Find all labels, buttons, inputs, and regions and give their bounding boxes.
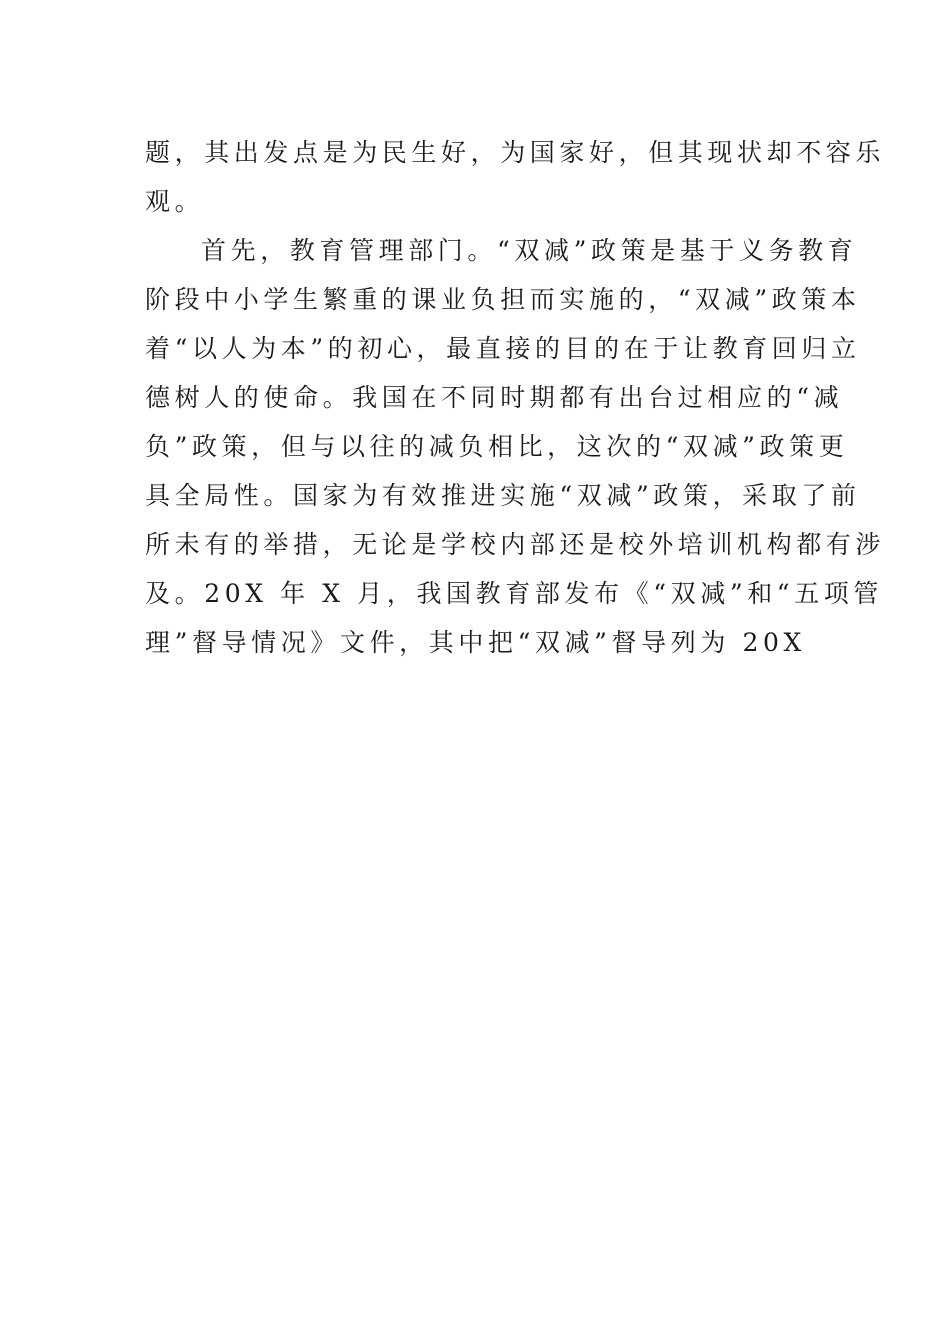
paragraph-2 xyxy=(145,226,886,667)
text-line: 德树人的使命。我国在不同时期都有出台过相应的“减 xyxy=(145,383,844,412)
text-line: 着“以人为本”的初心，最直接的目的在于让教育回归立 xyxy=(145,334,861,363)
text-line: 阶段中小学生繁重的课业负担而实施的，“双减”政策本 xyxy=(145,285,861,314)
text-line: 题，其出发点是为民生好，为国家好，但其现状却不容乐 xyxy=(145,138,886,167)
document-body xyxy=(145,128,886,667)
text-line: 负”政策，但与以往的减负相比，这次的“双减”政策更 xyxy=(145,432,849,461)
text-line: 理”督导情况》文件，其中把“双减”督导列为 20X xyxy=(145,628,806,657)
text-line: 所未有的举措，无论是学校内部还是校外培训机构都有涉 xyxy=(145,530,886,559)
text-line: 及。20X 年 X 月，我国教育部发布《“双减”和“五项管 xyxy=(145,579,883,608)
text-line: 首先，教育管理部门。“双减”政策是基于义务教育 xyxy=(201,236,858,265)
text-line: 具全局性。国家为有效推进实施“双减”政策，采取了前 xyxy=(145,481,861,510)
paragraph-1 xyxy=(145,128,886,226)
text-line: 观。 xyxy=(145,187,205,216)
